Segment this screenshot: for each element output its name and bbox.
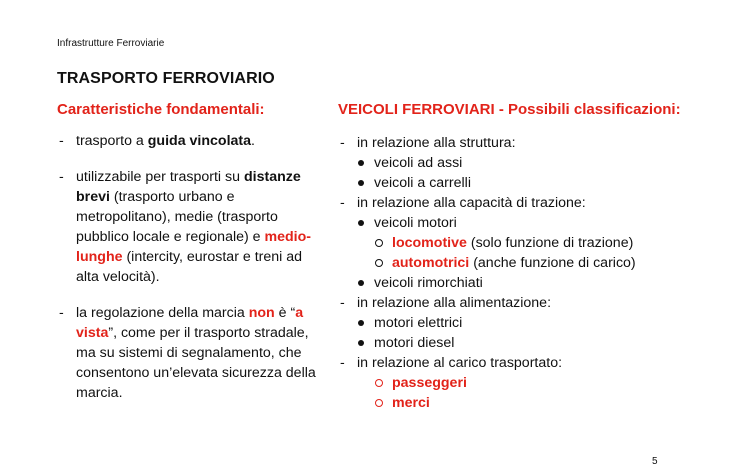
item-highlight: a vista [76,305,304,341]
bullet-circle-icon [375,259,383,267]
list-item [338,313,718,333]
sub-list-item [338,233,718,253]
item-text: veicoli ad assi [374,155,463,171]
bullet-circle-icon [375,379,383,387]
section-label: in relazione alla alimentazione: [357,295,552,311]
dash-bullet: - [340,355,345,371]
item-bold: guida vincolata [147,133,252,149]
bullet-dot-icon [358,280,364,286]
item-text: la regolazione della marcia [76,305,249,321]
bullet-circle-icon [375,239,383,247]
item-highlight: automotrici [392,255,470,271]
section-structure [338,133,718,153]
sub-list-item [338,373,718,393]
bullet-dot-icon [358,220,364,226]
list-item [57,131,327,151]
item-text: ”, come per il trasporto stradale, ma su sistemi di segnalamento, che consentono un’elevata sicurezza della marcia. [76,325,316,401]
list-item [338,333,718,353]
item-text: trasporto a [76,133,148,149]
list-item [338,273,718,293]
item-text: motori diesel [374,335,455,351]
list-item [338,153,718,173]
item-text: veicoli a carrelli [374,175,471,191]
item-highlight: non [248,305,275,321]
left-heading: Caratteristiche fondamentali: [57,101,265,118]
page-number: 5 [652,456,658,467]
item-highlight: medio-lunghe [76,229,312,265]
item-text: (intercity, eurostar e treni ad alta velocità). [76,249,303,285]
section-label: in relazione al carico trasportato: [357,355,563,371]
item-text: veicoli motori [374,215,457,231]
section-label: in relazione alla struttura: [357,135,516,151]
bullet-dot-icon [358,320,364,326]
section-traction [338,193,718,213]
list-item [57,303,327,403]
bullet-circle-icon [375,399,383,407]
item-text: veicoli rimorchiati [374,275,483,291]
section-power [338,293,718,313]
bullet-dot-icon [358,340,364,346]
item-highlight: locomotive [392,235,467,251]
dash-bullet: - [59,305,64,321]
item-text: è “ [274,305,296,321]
dash-bullet: - [340,295,345,311]
sub-list-item [338,253,718,273]
item-bold: distanze brevi [76,169,301,205]
item-text: (anche funzione di carico) [469,255,636,271]
item-text: . [251,133,255,149]
list-item [57,167,327,287]
item-highlight: merci [392,395,430,411]
item-highlight: passeggeri [392,375,467,391]
left-column [57,131,327,419]
dash-bullet: - [340,195,345,211]
right-column [338,133,718,413]
dash-bullet: - [59,133,64,149]
right-heading: VEICOLI FERROVIARI - Possibili classificazioni: [338,101,681,118]
slide-title: TRASPORTO FERROVIARIO [57,70,275,87]
section-load [338,353,718,373]
item-text: utilizzabile per trasporti su [76,169,244,185]
list-item [338,173,718,193]
item-text: (solo funzione di trazione) [466,235,634,251]
item-text: (trasporto urbano e metropolitano), medie (trasporto pubblico locale e regionale) e [76,189,278,245]
list-item [338,213,718,233]
dash-bullet: - [59,169,64,185]
section-label: in relazione alla capacità di trazione: [357,195,586,211]
item-text: motori elettrici [374,315,463,331]
bullet-dot-icon [358,180,364,186]
dash-bullet: - [340,135,345,151]
sub-list-item [338,393,718,413]
bullet-dot-icon [358,160,364,166]
running-header: Infrastrutture Ferroviarie [57,38,165,49]
